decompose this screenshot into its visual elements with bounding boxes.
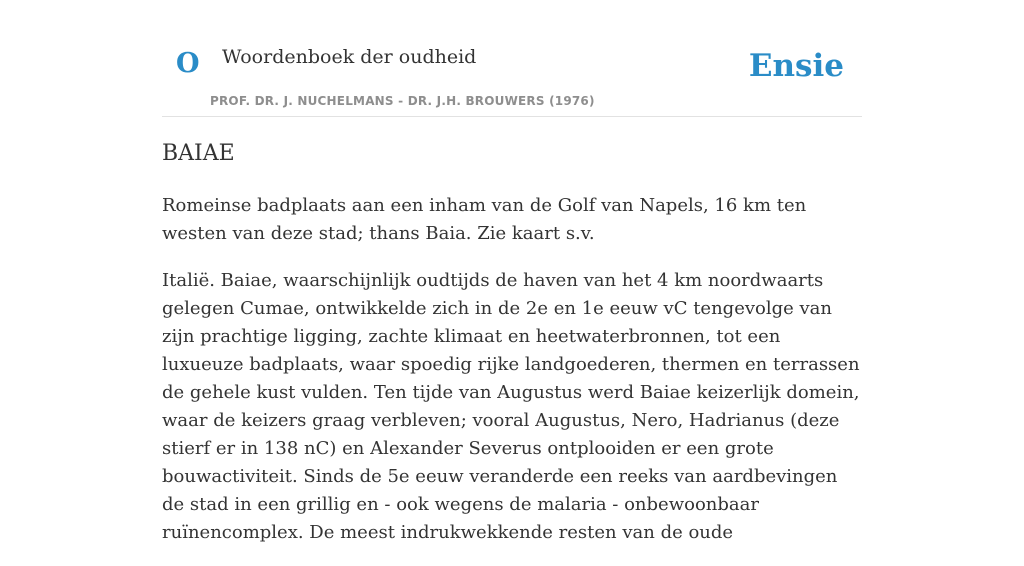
ensie-logo-link[interactable]: Ensie	[748, 48, 844, 84]
entry-body	[162, 192, 862, 566]
entry-headword: BAIAE	[162, 141, 235, 166]
letter-index[interactable]: O	[176, 48, 200, 79]
entry-paragraph: Romeinse badplaats aan een inham van de Golf van Napels, 16 km ten westen van deze stad; thans Baia. Zie kaart s.v.	[162, 195, 807, 244]
entry-paragraph: Italië. Baiae, waarschijnlijk oudtijds de haven van het 4 km noordwaarts gelegen Cumae, ontwikkelde zich in de 2e en 1e eeuw vC tengevolge van zijn prachtige ligging, zachte klimaat en heetwaterbronnen, tot een luxueuze badplaats, waar spoedig rijke landgoederen, thermen en terrassen de gehele kust vulden. Ten tijde van Augustus werd Baiae keizerlijk domein, waar de keizers graag verbleven; vooral Augustus, Nero, Hadrianus (deze stierf er in 138 nC) en Alexander Severus ontplooiden er een grote bouwactiviteit. Sinds de 5e eeuw veranderde een reeks van aardbevingen de stad in een grillig en - ook wegens de malaria - onbewoonbaar ruïnencomplex. De meest indrukwekkende resten van de oude	[162, 270, 860, 543]
book-title[interactable]: Woordenboek der oudheid	[222, 46, 477, 68]
dictionary-header	[162, 0, 862, 117]
book-authors: PROF. DR. J. NUCHELMANS - DR. J.H. BROUWERS (1976)	[210, 94, 595, 108]
